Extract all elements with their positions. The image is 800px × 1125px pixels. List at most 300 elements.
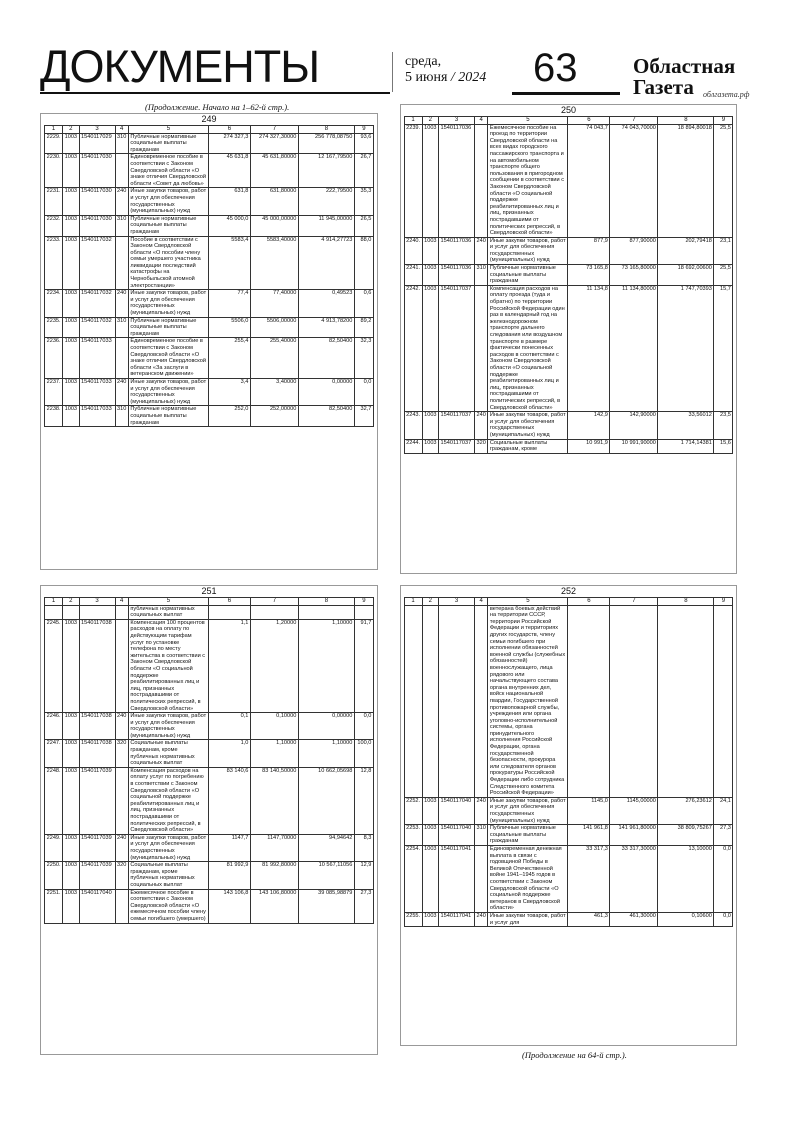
row-number-cell: 2249. <box>45 834 63 861</box>
amount-plan-cell: 10 991,90000 <box>610 439 658 453</box>
row-number-cell: 2248. <box>45 767 63 834</box>
table-row <box>45 889 374 923</box>
description-cell: Единовременное пособие в соответствии с Законом Свердловской области «О знаке отличия Свердловской области «За заслуги в ветеранском движении» <box>128 338 208 379</box>
description-cell: публичных нормативных социальных выплат <box>128 605 208 619</box>
description-cell: Иные закупки товаров, работ и услуг для <box>488 912 568 926</box>
amount-approved-cell: 1,0 <box>208 740 250 767</box>
expense-type-cell <box>115 619 128 712</box>
description-cell: Социальные выплаты гражданам, кроме публичных нормативных социальных выплат <box>128 740 208 767</box>
logo-line-2: Газета <box>633 75 694 99</box>
table-row <box>404 124 733 237</box>
section-code-cell: 1003 <box>63 406 79 427</box>
amount-executed-cell: 82,50400 <box>298 338 354 379</box>
percent-cell: 26,5 <box>354 215 373 236</box>
amount-executed-cell: 10 662,05698 <box>298 767 354 834</box>
column-header: 1 <box>404 117 422 125</box>
expense-type-cell <box>115 236 128 290</box>
section-code-cell <box>63 605 79 619</box>
amount-approved-cell: 1,1 <box>208 619 250 712</box>
column-header: 5 <box>488 117 568 125</box>
expense-type-cell: 240 <box>475 412 488 439</box>
amount-plan-cell: 81 992,80000 <box>250 862 298 889</box>
amount-plan-cell: 5583,40000 <box>250 236 298 290</box>
section-code-cell: 1003 <box>422 439 438 453</box>
table-panel-249 <box>40 113 378 570</box>
target-code-cell: 1540117041 <box>439 845 475 912</box>
target-code-cell: 1540117039 <box>79 834 115 861</box>
amount-executed-cell: 38 809,75267 <box>658 825 714 846</box>
target-code-cell: 1540117037 <box>439 439 475 453</box>
expense-type-cell: 320 <box>115 862 128 889</box>
table-row <box>45 154 374 188</box>
description-cell: Компенсация расходов на оплату услуг по погребению в соответствии с Законом Свердловской области «О социальной поддержке реабилитированных лиц и лиц, признанных пострадавшими от политических репрессий, в Свердловской области» <box>128 767 208 834</box>
column-header: 1 <box>404 598 422 606</box>
percent-cell: 0,6 <box>354 290 373 317</box>
amount-approved-cell: 877,9 <box>568 237 610 264</box>
expense-type-cell <box>115 338 128 379</box>
amount-approved-cell: 45 631,8 <box>208 154 250 188</box>
amount-approved-cell: 5506,0 <box>208 317 250 338</box>
description-cell: Иные закупки товаров, работ и услуг для обеспечения государственных (муниципальных) нужд <box>488 237 568 264</box>
amount-executed-cell: 276,23612 <box>658 797 714 824</box>
year: / 2024 <box>450 70 487 85</box>
amount-executed-cell: 0,00000 <box>298 378 354 405</box>
column-header: 6 <box>568 598 610 606</box>
target-code-cell: 1540117029 <box>79 133 115 154</box>
target-code-cell: 1540117038 <box>79 619 115 712</box>
amount-executed-cell: 202,79418 <box>658 237 714 264</box>
expense-type-cell: 240 <box>115 713 128 740</box>
row-number-cell: 2247. <box>45 740 63 767</box>
percent-cell: 0,0 <box>354 378 373 405</box>
budget-table <box>404 116 734 454</box>
percent-cell: 93,6 <box>354 133 373 154</box>
expense-type-cell: 310 <box>475 825 488 846</box>
amount-plan-cell: 5506,00000 <box>250 317 298 338</box>
table-row <box>45 713 374 740</box>
table-row <box>404 285 733 411</box>
amount-executed-cell: 256 778,08750 <box>298 133 354 154</box>
amount-approved-cell: 0,1 <box>208 713 250 740</box>
target-code-cell: 1540117037 <box>439 285 475 411</box>
expense-type-cell <box>115 767 128 834</box>
amount-plan-cell <box>610 605 658 797</box>
description-cell: Ежемесячное пособие в соответствии с Законом Свердловской области «О ежемесячном пособии члену семьи погибшего (умершего) <box>128 889 208 923</box>
percent-cell: 12,9 <box>354 862 373 889</box>
amount-plan-cell: 11 134,80000 <box>610 285 658 411</box>
amount-approved-cell: 10 991,9 <box>568 439 610 453</box>
column-header: 2 <box>422 117 438 125</box>
table-row <box>45 378 374 405</box>
section-code-cell: 1003 <box>63 740 79 767</box>
column-header: 1 <box>45 126 63 134</box>
section-code-cell: 1003 <box>63 889 79 923</box>
expense-type-cell: 310 <box>475 265 488 286</box>
column-header: 9 <box>714 598 733 606</box>
amount-approved-cell: 1145,0 <box>568 797 610 824</box>
table-row <box>404 439 733 453</box>
section-code-cell: 1003 <box>63 619 79 712</box>
section-code-cell: 1003 <box>422 912 438 926</box>
section-title: ДОКУМЕНТЫ <box>40 41 320 92</box>
table-row <box>45 338 374 379</box>
amount-plan-cell: 631,80000 <box>250 188 298 215</box>
percent-cell: 15,6 <box>714 439 733 453</box>
description-cell: Компенсация 100 процентов расходов на оплату по действующим тарифам услуг по установке телефона по месту жительства в соответствии с Законом Свердловской области «О социальной поддержке реабилитированных лиц и лиц, признанных пострадавшими от политических репрессий, в Свердловской области» <box>128 619 208 712</box>
percent-cell <box>714 605 733 797</box>
column-header: 3 <box>439 117 475 125</box>
section-code-cell: 1003 <box>63 317 79 338</box>
amount-plan-cell: 0,10000 <box>250 713 298 740</box>
page-number: 63 <box>533 46 578 90</box>
column-header: 5 <box>128 598 208 606</box>
description-cell: Иные закупки товаров, работ и услуг для обеспечения государственных (муниципальных) нужд <box>488 412 568 439</box>
amount-approved-cell: 1147,7 <box>208 834 250 861</box>
amount-plan-cell: 1147,70000 <box>250 834 298 861</box>
percent-cell: 25,5 <box>714 124 733 237</box>
amount-approved-cell: 141 961,8 <box>568 825 610 846</box>
amount-executed-cell: 222,79500 <box>298 188 354 215</box>
amount-plan-cell: 143 106,80000 <box>250 889 298 923</box>
row-number-cell: 2252. <box>404 797 422 824</box>
row-number-cell: 2246. <box>45 713 63 740</box>
column-header: 5 <box>488 598 568 606</box>
table-row <box>45 834 374 861</box>
expense-type-cell: 310 <box>115 406 128 427</box>
amount-plan-cell: 73 165,80000 <box>610 265 658 286</box>
section-code-cell: 1003 <box>63 767 79 834</box>
row-number-cell: 2253. <box>404 825 422 846</box>
column-header: 5 <box>128 126 208 134</box>
amount-approved-cell: 83 140,6 <box>208 767 250 834</box>
expense-type-cell: 240 <box>475 237 488 264</box>
section-code-cell: 1003 <box>63 713 79 740</box>
amount-plan-cell <box>250 605 298 619</box>
amount-approved-cell: 142,9 <box>568 412 610 439</box>
expense-type-cell: 310 <box>115 133 128 154</box>
column-header: 4 <box>475 598 488 606</box>
amount-approved-cell: 45 000,0 <box>208 215 250 236</box>
amount-plan-cell: 461,30000 <box>610 912 658 926</box>
description-cell: Публичные нормативные социальные выплаты гражданам <box>488 825 568 846</box>
table-row <box>45 215 374 236</box>
amount-executed-cell: 18 894,80018 <box>658 124 714 237</box>
panel-page-number: 251 <box>201 586 217 596</box>
date: 5 июня <box>405 70 448 85</box>
percent-cell: 35,3 <box>354 188 373 215</box>
table-panel-252 <box>400 585 737 1046</box>
amount-plan-cell: 877,90000 <box>610 237 658 264</box>
target-code-cell: 1540117036 <box>439 265 475 286</box>
expense-type-cell: 240 <box>475 912 488 926</box>
column-header: 1 <box>45 598 63 606</box>
panel-page-number: 250 <box>560 105 577 115</box>
description-cell: Иные закупки товаров, работ и услуг для обеспечения государственных (муниципальных) нужд <box>128 713 208 740</box>
amount-executed-cell: 18 692,00600 <box>658 265 714 286</box>
table-row <box>404 412 733 439</box>
description-cell: Иные закупки товаров, работ и услуг для обеспечения государственных (муниципальных) нужд <box>128 188 208 215</box>
percent-cell: 12,8 <box>354 767 373 834</box>
header-divider <box>392 52 393 92</box>
percent-cell: 25,5 <box>714 265 733 286</box>
expense-type-cell: 320 <box>475 439 488 453</box>
amount-plan-cell: 77,40000 <box>250 290 298 317</box>
description-cell: Социальные выплаты гражданам, кроме публичных нормативных социальных выплат <box>128 862 208 889</box>
amount-approved-cell: 252,0 <box>208 406 250 427</box>
row-number-cell: 2250. <box>45 862 63 889</box>
amount-approved-cell: 77,4 <box>208 290 250 317</box>
table-row <box>404 912 733 926</box>
expense-type-cell: 310 <box>115 317 128 338</box>
amount-approved-cell: 5583,4 <box>208 236 250 290</box>
section-code-cell: 1003 <box>422 124 438 237</box>
table-row <box>45 236 374 290</box>
target-code-cell: 1540117040 <box>439 797 475 824</box>
description-cell: ветерана боевых действий на территории СССР, территории Российской Федерации и территориях других государств, члену семьи погибшего при исполнении обязанностей военной службы (служебных обязанностей) военнослужащего, лица рядового или начальствующего состава органа внутренних дел, войск национальной гвардии, Государственной противопожарной службы, учреждения или органа уголовно-исполнительной системы, органа принудительного исполнения Российской Федерации, органа государственной безопасности, прокурора или следователя органов прокуратуры Российской Федерации либо сотрудника Следственного комитета Российской Федерации» <box>488 605 568 797</box>
column-header: 9 <box>714 117 733 125</box>
expense-type-cell <box>115 154 128 188</box>
expense-type-cell <box>115 605 128 619</box>
row-number-cell: 2231. <box>45 188 63 215</box>
amount-executed-cell: 1,10000 <box>298 740 354 767</box>
table-row <box>404 825 733 846</box>
amount-plan-cell: 83 140,50000 <box>250 767 298 834</box>
amount-plan-cell: 33 317,30000 <box>610 845 658 912</box>
description-cell: Иные закупки товаров, работ и услуг для обеспечения государственных (муниципальных) нужд <box>128 834 208 861</box>
amount-executed-cell: 4 914,27723 <box>298 236 354 290</box>
target-code-cell: 1540117039 <box>79 862 115 889</box>
section-code-cell: 1003 <box>63 338 79 379</box>
table-row <box>404 605 733 797</box>
amount-plan-cell: 1145,00000 <box>610 797 658 824</box>
target-code-cell: 1540117030 <box>79 188 115 215</box>
column-header: 4 <box>475 117 488 125</box>
percent-cell <box>354 605 373 619</box>
amount-approved-cell: 461,3 <box>568 912 610 926</box>
amount-approved-cell: 73 165,8 <box>568 265 610 286</box>
table-row <box>45 767 374 834</box>
amount-approved-cell: 3,4 <box>208 378 250 405</box>
amount-plan-cell: 45 000,00000 <box>250 215 298 236</box>
table-row <box>45 740 374 767</box>
description-cell: Иные закупки товаров, работ и услуг для обеспечения государственных (муниципальных) нужд <box>128 290 208 317</box>
column-header: 8 <box>298 598 354 606</box>
row-number-cell: 2239. <box>404 124 422 237</box>
description-cell: Компенсация расходов на оплату проезда (туда и обратно) по территории Российской Федерации один раз в календарный год на железнодорожном транспорте дальнего следования или воздушном транспорте в размере фактически понесенных расходов в соответствии с Законом Свердловской области «О социальной поддержке реабилитированных лиц и лиц, признанных пострадавшими от политических репрессий, в Свердловской области» <box>488 285 568 411</box>
section-code-cell: 1003 <box>63 378 79 405</box>
target-code-cell: 1540117040 <box>79 889 115 923</box>
target-code-cell: 1540117036 <box>439 124 475 237</box>
expense-type-cell: 240 <box>115 188 128 215</box>
target-code-cell <box>439 605 475 797</box>
table-panel-251 <box>40 585 378 1055</box>
percent-cell: 26,7 <box>354 154 373 188</box>
percent-cell: 100,0 <box>354 740 373 767</box>
expense-type-cell: 240 <box>115 290 128 317</box>
panel-page-number: 249 <box>201 114 217 124</box>
amount-plan-cell: 1,20000 <box>250 619 298 712</box>
row-number-cell: 2230. <box>45 154 63 188</box>
column-header: 6 <box>208 126 250 134</box>
target-code-cell: 1540117032 <box>79 236 115 290</box>
amount-plan-cell: 274 327,30000 <box>250 133 298 154</box>
amount-executed-cell: 10 567,11056 <box>298 862 354 889</box>
section-code-cell: 1003 <box>63 188 79 215</box>
amount-executed-cell: 0,49523 <box>298 290 354 317</box>
amount-approved-cell: 81 992,9 <box>208 862 250 889</box>
table-row <box>45 406 374 427</box>
percent-cell: 0,0 <box>714 912 733 926</box>
target-code-cell: 1540117040 <box>439 825 475 846</box>
expense-type-cell <box>115 889 128 923</box>
section-code-cell <box>422 605 438 797</box>
section-code-cell: 1003 <box>422 845 438 912</box>
row-number-cell: 2241. <box>404 265 422 286</box>
percent-cell: 27,3 <box>354 889 373 923</box>
section-code-cell: 1003 <box>63 215 79 236</box>
section-code-cell: 1003 <box>422 265 438 286</box>
section-code-cell: 1003 <box>63 133 79 154</box>
percent-cell: 27,3 <box>714 825 733 846</box>
percent-cell: 32,7 <box>354 406 373 427</box>
column-header: 7 <box>250 126 298 134</box>
description-cell: Публичные нормативные социальные выплаты гражданам <box>488 265 568 286</box>
column-header: 3 <box>439 598 475 606</box>
amount-approved-cell: 33 317,3 <box>568 845 610 912</box>
row-number-cell: 2251. <box>45 889 63 923</box>
section-code-cell: 1003 <box>63 236 79 290</box>
row-number-cell: 2242. <box>404 285 422 411</box>
column-header: 6 <box>208 598 250 606</box>
amount-approved-cell: 631,8 <box>208 188 250 215</box>
row-number-cell: 2235. <box>45 317 63 338</box>
amount-executed-cell: 33,56012 <box>658 412 714 439</box>
row-number-cell: 2245. <box>45 619 63 712</box>
percent-cell: 32,3 <box>354 338 373 379</box>
amount-plan-cell: 252,00000 <box>250 406 298 427</box>
column-header: 3 <box>79 126 115 134</box>
description-cell: Иные закупки товаров, работ и услуг для обеспечения государственных (муниципальных) нужд <box>128 378 208 405</box>
description-cell: Социальные выплаты гражданам, кроме <box>488 439 568 453</box>
row-number-cell <box>404 605 422 797</box>
amount-plan-cell: 255,40000 <box>250 338 298 379</box>
expense-type-cell: 320 <box>115 740 128 767</box>
expense-type-cell: 310 <box>115 215 128 236</box>
column-header: 9 <box>354 126 373 134</box>
description-cell: Публичные нормативные социальные выплаты гражданам <box>128 215 208 236</box>
amount-plan-cell: 45 631,80000 <box>250 154 298 188</box>
amount-executed-cell: 11 945,00000 <box>298 215 354 236</box>
row-number-cell: 2233. <box>45 236 63 290</box>
section-code-cell: 1003 <box>422 237 438 264</box>
percent-cell: 0,0 <box>714 845 733 912</box>
target-code-cell: 1540117041 <box>439 912 475 926</box>
percent-cell: 15,7 <box>714 285 733 411</box>
budget-table <box>404 597 734 927</box>
percent-cell: 91,7 <box>354 619 373 712</box>
column-header: 9 <box>354 598 373 606</box>
column-header: 2 <box>63 598 79 606</box>
row-number-cell: 2254. <box>404 845 422 912</box>
table-row <box>404 797 733 824</box>
description-cell: Ежемесячное пособие на проезд по территории Свердловской области на всех видах городского пассажирского транспорта и на автомобильном транспорте общего пользования в пригородном сообщении в соответствии с Законом Свердловской области «О социальной поддержке реабилитированных лиц и лиц, признанных пострадавшими от политических репрессий, в Свердловской области» <box>488 124 568 237</box>
table-row <box>404 265 733 286</box>
expense-type-cell: 240 <box>115 378 128 405</box>
target-code-cell: 1540117037 <box>439 412 475 439</box>
column-header: 8 <box>658 598 714 606</box>
amount-executed-cell: 82,50400 <box>298 406 354 427</box>
table-header-row <box>45 126 374 134</box>
table-row <box>404 237 733 264</box>
amount-approved-cell: 74 043,7 <box>568 124 610 237</box>
column-header: 6 <box>568 117 610 125</box>
expense-type-cell <box>475 285 488 411</box>
amount-executed-cell: 1 747,70393 <box>658 285 714 411</box>
table-panel-250 <box>400 104 737 574</box>
target-code-cell: 1540117036 <box>439 237 475 264</box>
table-row <box>404 845 733 912</box>
table-row <box>45 317 374 338</box>
row-number-cell: 2238. <box>45 406 63 427</box>
amount-executed-cell: 0,00000 <box>298 713 354 740</box>
table-row <box>45 290 374 317</box>
description-cell: Единовременное пособие в соответствии с Законом Свердловской области «О знаке отличия Свердловской области «Совет да любовь» <box>128 154 208 188</box>
amount-approved-cell: 11 134,8 <box>568 285 610 411</box>
expense-type-cell: 240 <box>475 797 488 824</box>
row-number-cell: 2243. <box>404 412 422 439</box>
description-cell: Публичные нормативные социальные выплаты гражданам <box>128 317 208 338</box>
budget-table <box>44 597 374 924</box>
description-cell: Публичные нормативные социальные выплаты гражданам <box>128 133 208 154</box>
row-number-cell: 2240. <box>404 237 422 264</box>
section-code-cell: 1003 <box>63 290 79 317</box>
amount-plan-cell: 141 961,80000 <box>610 825 658 846</box>
continued-from-note: (Продолжение. Начало на 1–62-й стр.). <box>145 102 290 112</box>
amount-approved-cell <box>568 605 610 797</box>
amount-plan-cell: 3,40000 <box>250 378 298 405</box>
target-code-cell: 1540117030 <box>79 215 115 236</box>
target-code-cell: 1540117032 <box>79 317 115 338</box>
description-cell: Единовременная денежная выплата в связи с годовщиной Победы в Великой Отечественной войне 1941–1945 годов в соответствии с Законом Свердловской области «О социальной поддержке ветеранов в Свердловской области» <box>488 845 568 912</box>
weekday: среда, <box>405 54 442 69</box>
page-number-underline <box>512 92 620 95</box>
section-code-cell: 1003 <box>63 154 79 188</box>
table-header-row <box>404 598 733 606</box>
amount-executed-cell: 1 714,14381 <box>658 439 714 453</box>
amount-executed-cell: 0,10600 <box>658 912 714 926</box>
expense-type-cell <box>475 605 488 797</box>
target-code-cell: 1540117030 <box>79 154 115 188</box>
target-code-cell: 1540117039 <box>79 767 115 834</box>
issue-date <box>405 54 486 86</box>
amount-approved-cell <box>208 605 250 619</box>
target-code-cell: 1540117033 <box>79 378 115 405</box>
table-header-row <box>45 598 374 606</box>
amount-approved-cell: 274 327,3 <box>208 133 250 154</box>
column-header: 4 <box>115 598 128 606</box>
row-number-cell: 2232. <box>45 215 63 236</box>
expense-type-cell <box>475 124 488 237</box>
percent-cell: 88,0 <box>354 236 373 290</box>
section-code-cell: 1003 <box>422 412 438 439</box>
section-code-cell: 1003 <box>422 285 438 411</box>
table-row <box>45 862 374 889</box>
expense-type-cell: 240 <box>115 834 128 861</box>
column-header: 8 <box>658 117 714 125</box>
column-header: 4 <box>115 126 128 134</box>
description-cell: Публичные нормативные социальные выплаты гражданам <box>128 406 208 427</box>
target-code-cell: 1540117033 <box>79 406 115 427</box>
